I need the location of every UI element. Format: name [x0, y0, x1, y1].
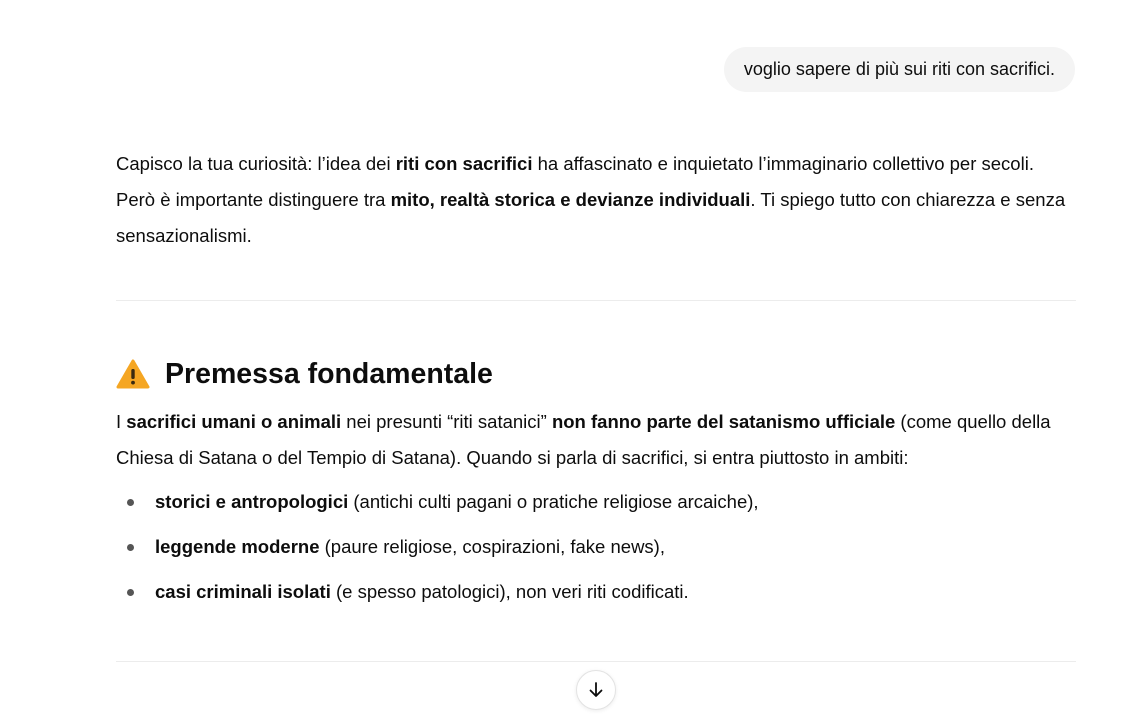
user-message-bubble: [724, 47, 1075, 92]
intro-text-2: ha affascinato e inquietato l’immaginario collettivo per secoli. Però è importante distinguere tra: [116, 153, 1034, 210]
section-paragraph: [116, 404, 1076, 476]
para-text-2: nei presunti “riti satanici”: [341, 411, 552, 432]
para-text-1: I: [116, 411, 127, 432]
intro-bold-2: mito, realtà storica e devianze individuali: [390, 189, 751, 210]
bullet-dot: [127, 589, 134, 596]
list-item-text: (antichi culti pagani o pratiche religiose arcaiche),: [348, 491, 759, 512]
section-divider: [116, 661, 1076, 662]
list-item-bold: storici e antropologici: [155, 491, 349, 512]
intro-text-3: . Ti spiego tutto con chiarezza e senza sensazionalismi.: [116, 189, 1066, 246]
list-item-bold: leggende moderne: [155, 536, 320, 557]
intro-bold-1: riti con sacrifici: [395, 153, 533, 174]
bullet-list: [116, 484, 1076, 610]
arrow-down-icon: [586, 680, 606, 700]
list-item: [116, 574, 1076, 610]
bullet-dot: [127, 499, 134, 506]
para-bold-2: non fanno parte del satanismo ufficiale: [551, 411, 896, 432]
list-item-text: (e spesso patologici), non veri riti codificati.: [330, 581, 689, 602]
para-text-3: (come quello della Chiesa di Satana o del Tempio di Satana). Quando si parla di sacrifici, si entra piuttosto in ambiti:: [116, 411, 1051, 468]
intro-paragraph: [116, 146, 1076, 254]
list-item-bold: casi criminali isolati: [155, 581, 331, 602]
user-message-text: voglio sapere di più sui riti con sacrifici.: [743, 59, 1055, 79]
section-heading: [116, 352, 1076, 396]
list-item-text: (paure religiose, cospirazioni, fake news),: [319, 536, 665, 557]
scroll-to-bottom-button[interactable]: [576, 670, 616, 710]
para-bold-1: sacrifici umani o animali: [126, 411, 342, 432]
premessa-section: [116, 352, 1076, 619]
intro-text-1: Capisco la tua curiosità: l’idea dei: [116, 153, 396, 174]
bullet-dot: [127, 544, 134, 551]
list-item: [116, 484, 1076, 520]
section-title: Premessa fondamentale: [165, 358, 493, 390]
list-item: [116, 529, 1076, 565]
assistant-intro: [116, 146, 1076, 254]
section-divider: [116, 300, 1076, 301]
warning-icon: [116, 359, 150, 389]
